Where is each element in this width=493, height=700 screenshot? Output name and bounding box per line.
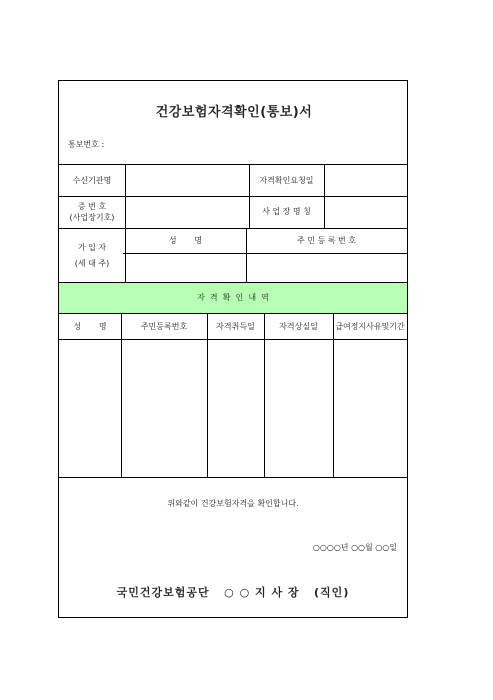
request-date-label: 자격확인요청일	[259, 176, 314, 185]
vline-2	[249, 164, 250, 228]
vline-6	[207, 313, 208, 477]
issuer-signature: 국민건강보험공단 ○ ○ 지 사 장 (직인)	[116, 586, 350, 599]
col-header-name: 성 명	[73, 322, 107, 331]
recipient-org-label: 수신기관명	[72, 176, 112, 185]
col-header-resident-number: 주민등록번호	[140, 322, 188, 331]
col-header-acquired-date: 자격취득일	[216, 322, 255, 331]
resident-number-label: 주 민 등 록 번 호	[296, 236, 357, 245]
vline-1	[125, 164, 126, 282]
divider-1	[59, 164, 407, 165]
card-number-label: 증 번 호	[77, 202, 107, 211]
col-header-suspension: 급여정지사유및기간	[335, 322, 405, 331]
vline-8	[333, 313, 334, 477]
divider-5	[59, 282, 407, 283]
workplace-name-label: 사 업 장 명 칭	[262, 207, 311, 216]
vline-5	[121, 313, 122, 477]
section-header: 자 격 확 인 내 역	[197, 293, 269, 302]
divider-6	[59, 313, 407, 314]
confirmation-text: 위와같이 건강보험자격을 확인합니다.	[167, 499, 299, 508]
subscriber-label: 가 입 자	[77, 243, 107, 252]
col-header-lost-date: 자격상실일	[279, 322, 318, 331]
household-head-label: (세 대 주)	[74, 259, 110, 268]
vline-7	[264, 313, 265, 477]
divider-4	[123, 253, 407, 254]
workplace-code-label: (사업장기호)	[69, 213, 115, 222]
form-title: 건강보험자격확인(통보)서	[155, 105, 313, 120]
notice-number-label: 통보번호 :	[68, 140, 105, 149]
issue-date: ○○○○년 ○○월 ○○일	[312, 543, 397, 552]
qualification-form	[58, 80, 408, 618]
name-label: 성 명	[168, 236, 203, 245]
divider-2	[59, 196, 407, 197]
divider-7	[59, 339, 407, 340]
divider-8	[59, 477, 407, 478]
divider-3	[59, 228, 407, 229]
vline-3	[324, 164, 325, 228]
